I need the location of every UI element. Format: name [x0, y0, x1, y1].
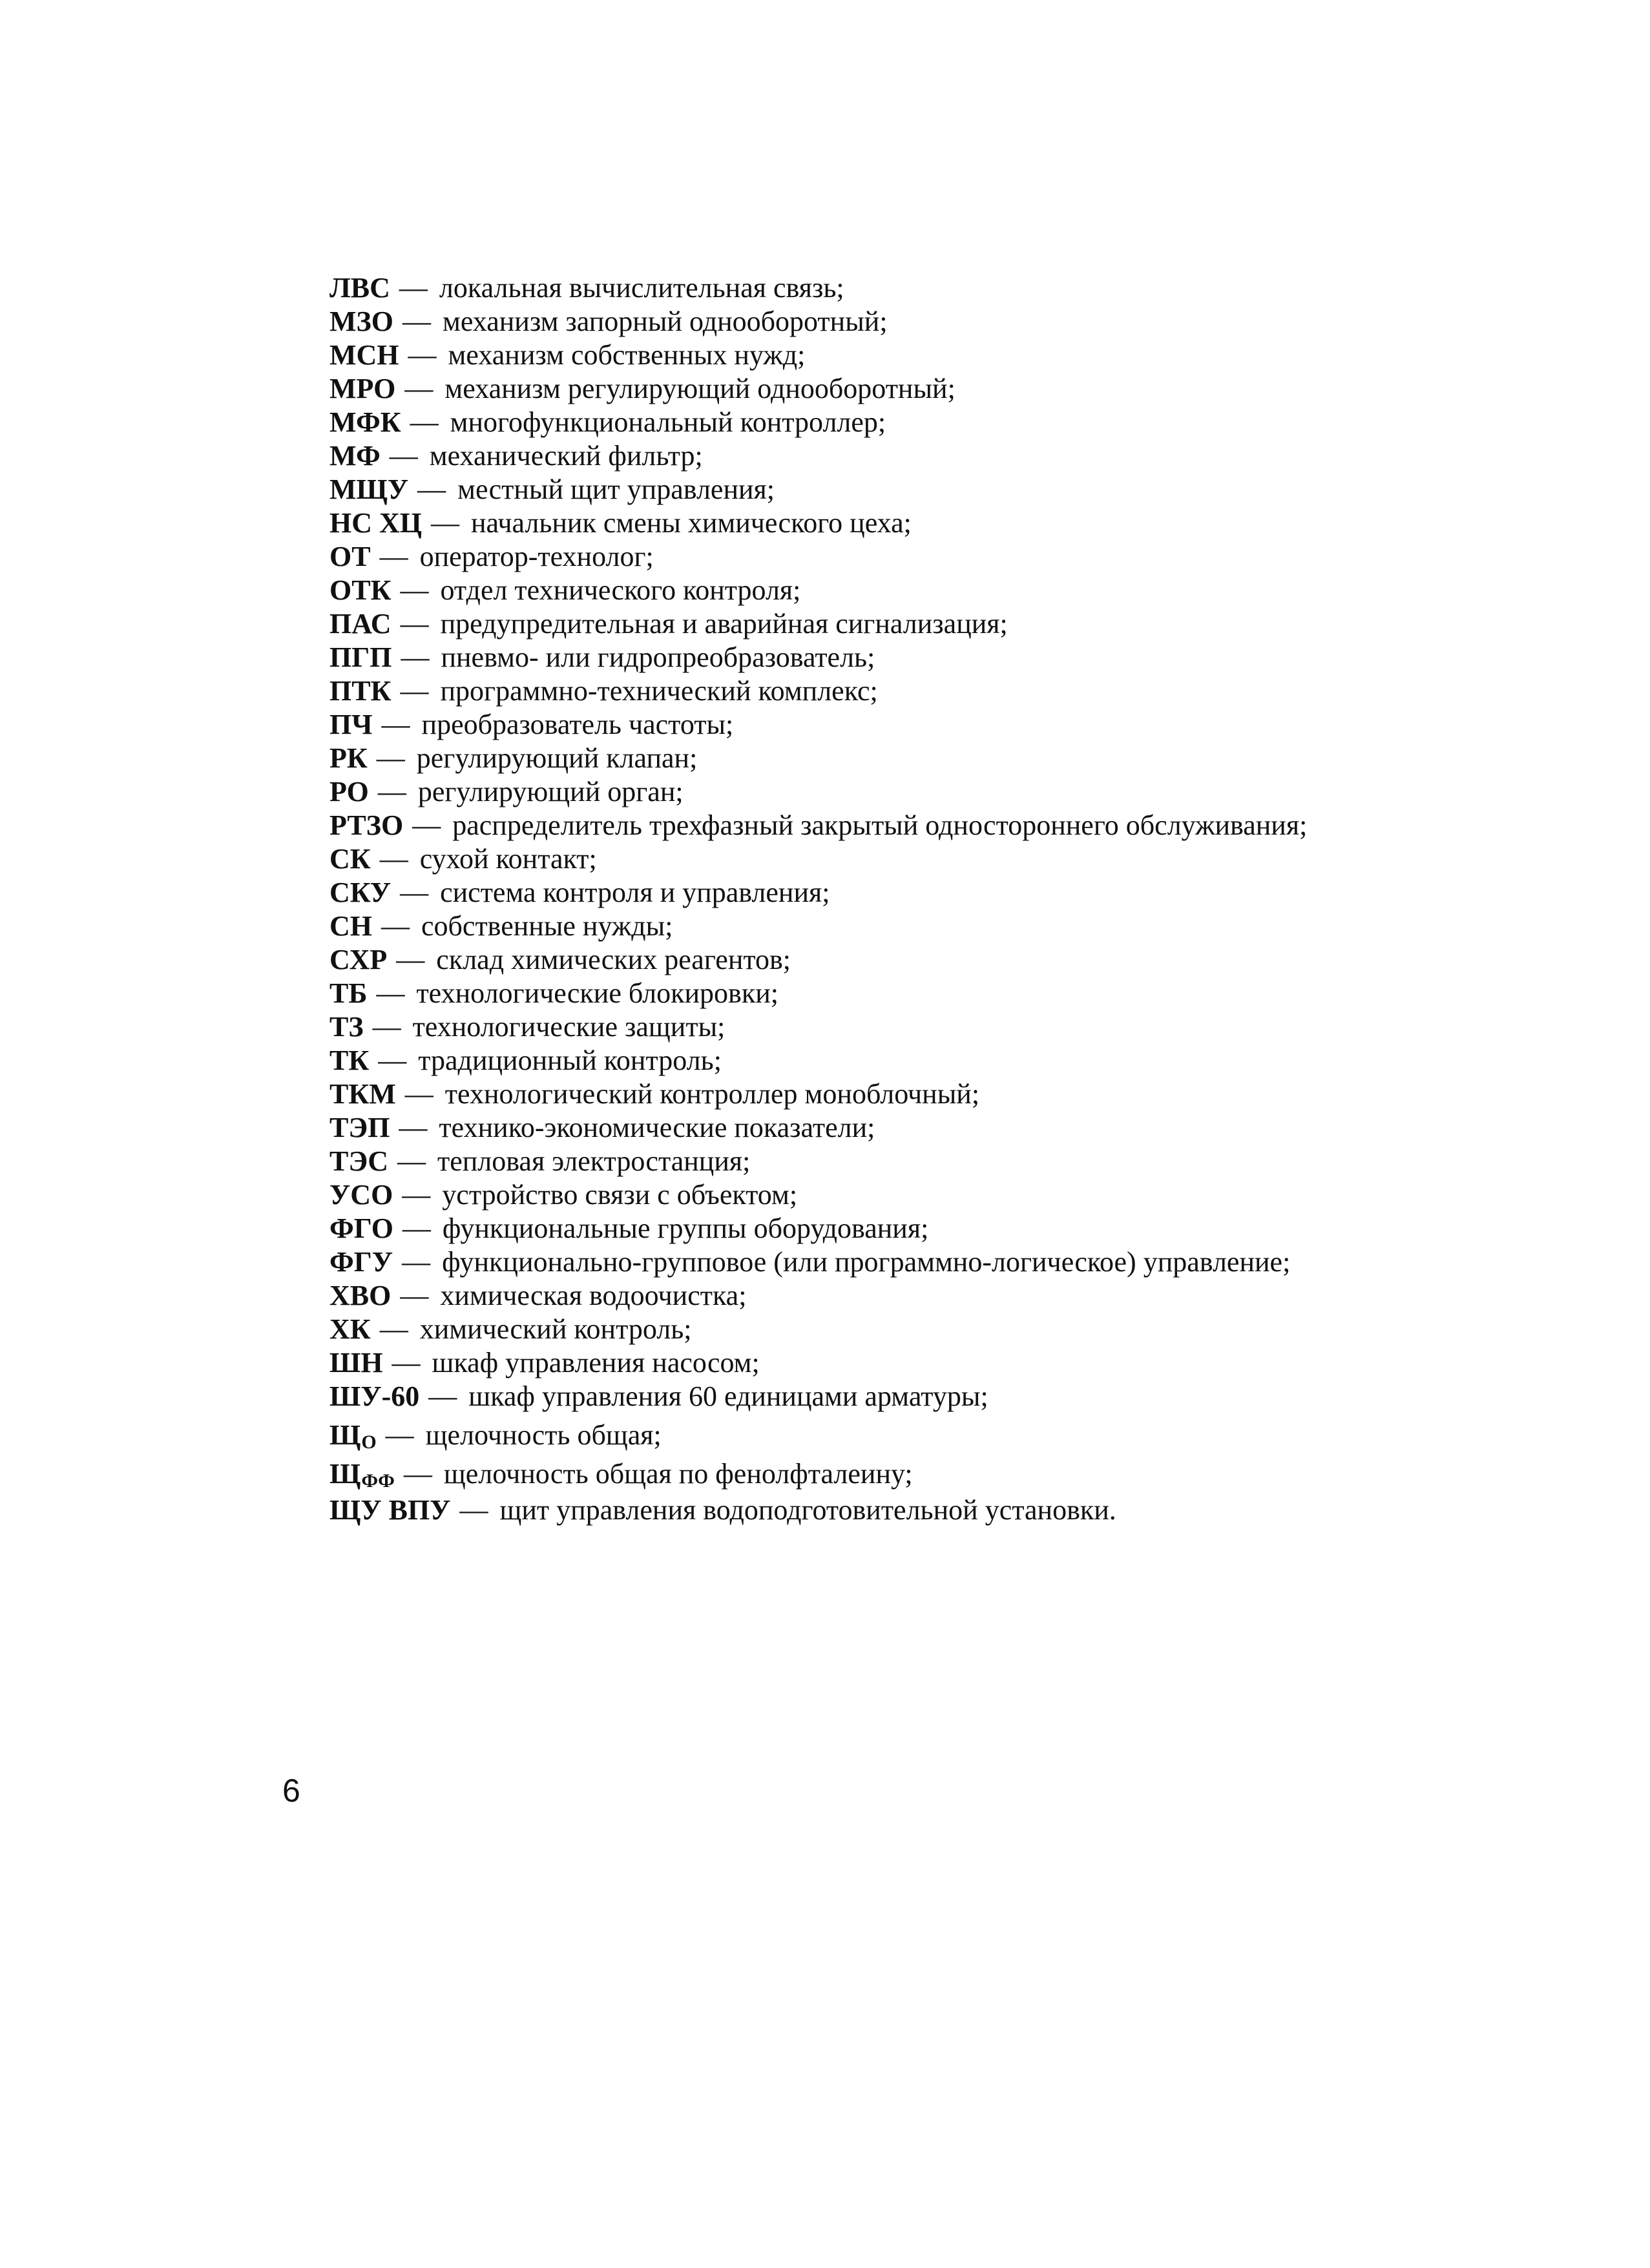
abbreviation-entry	[329, 506, 1363, 540]
em-dash-separator: —	[400, 608, 429, 640]
abbreviation-definition: начальник смены химического цеха;	[471, 507, 912, 539]
em-dash-separator: —	[431, 507, 459, 539]
abbreviation-term: СХР	[329, 944, 388, 975]
abbreviation-term: РО	[329, 776, 369, 807]
abbreviation-term: ОТ	[329, 541, 371, 572]
abbreviation-definition: преобразователь частоты;	[421, 709, 734, 740]
abbreviation-term: МЗО	[329, 306, 393, 337]
abbreviation-term: ТЭС	[329, 1145, 388, 1177]
abbreviation-entry	[329, 943, 1363, 977]
abbreviation-entry	[329, 1010, 1363, 1044]
abbreviation-term: ПАС	[329, 608, 392, 640]
abbreviation-entry	[329, 607, 1363, 641]
abbreviation-term: МЩУ	[329, 473, 409, 505]
abbreviation-definition: щелочность общая по фенолфталеину;	[443, 1458, 913, 1490]
abbreviation-definition: многофункциональный контроллер;	[450, 406, 886, 438]
abbreviation-definition: пневмо- или гидропреобразователь;	[441, 641, 875, 673]
abbreviation-term: ШУ-60	[329, 1380, 420, 1412]
abbreviation-entry	[329, 1380, 1363, 1413]
abbreviation-entry	[329, 674, 1363, 708]
abbreviation-term: ТК	[329, 1045, 370, 1076]
em-dash-separator: —	[389, 440, 418, 472]
abbreviation-term: МФ	[329, 440, 381, 472]
abbreviation-term: РК	[329, 742, 368, 774]
em-dash-separator: —	[402, 1179, 431, 1211]
abbreviation-entry	[329, 708, 1363, 742]
abbreviation-term: ФГО	[329, 1212, 393, 1244]
abbreviation-definition: механический фильтр;	[429, 440, 703, 472]
em-dash-separator: —	[410, 406, 439, 438]
abbreviation-entry	[329, 977, 1363, 1010]
abbreviation-definition: сухой контакт;	[419, 843, 597, 875]
abbreviation-entry	[329, 574, 1363, 607]
abbreviation-entry	[329, 1178, 1363, 1212]
abbreviation-entry	[329, 1245, 1363, 1279]
em-dash-separator: —	[379, 1313, 408, 1345]
abbreviation-term: ОТК	[329, 574, 392, 606]
em-dash-separator: —	[396, 944, 425, 975]
abbreviation-entry	[329, 1419, 1363, 1452]
em-dash-separator: —	[376, 977, 405, 1009]
abbreviation-term: ШН	[329, 1347, 383, 1378]
em-dash-separator: —	[417, 473, 446, 505]
abbreviation-term: УСО	[329, 1179, 393, 1211]
abbreviation-term: РТЗО	[329, 809, 404, 841]
abbreviation-entry	[329, 1457, 1363, 1491]
abbreviation-definition: локальная вычислительная связь;	[439, 272, 844, 304]
em-dash-separator: —	[428, 1380, 457, 1412]
abbreviation-definition: отдел технического контроля;	[440, 574, 801, 606]
abbreviation-term: СК	[329, 843, 371, 875]
abbreviation-subscript: О	[361, 1431, 377, 1453]
abbreviation-term: ТЗ	[329, 1011, 364, 1043]
abbreviation-entry	[329, 910, 1363, 943]
abbreviation-term: ХК	[329, 1313, 371, 1345]
em-dash-separator: —	[399, 272, 428, 304]
em-dash-separator: —	[379, 541, 408, 572]
abbreviation-term: МРО	[329, 373, 396, 404]
abbreviation-term: СКУ	[329, 877, 392, 908]
em-dash-separator: —	[459, 1494, 488, 1526]
abbreviation-definition: собственные нужды;	[421, 910, 673, 942]
abbreviation-definition: механизм собственных нужд;	[448, 339, 806, 371]
abbreviation-entry	[329, 1346, 1363, 1380]
abbreviation-entry	[329, 406, 1363, 439]
abbreviation-definition: оператор-технолог;	[419, 541, 654, 572]
em-dash-separator: —	[401, 641, 430, 673]
em-dash-separator: —	[376, 742, 405, 774]
page-number: 6	[282, 1773, 300, 1809]
abbreviation-entry	[329, 1212, 1363, 1245]
abbreviation-entry	[329, 439, 1363, 473]
abbreviation-term: МФК	[329, 406, 401, 438]
em-dash-separator: —	[399, 1112, 428, 1143]
em-dash-separator: —	[404, 373, 433, 404]
abbreviation-definition: традиционный контроль;	[418, 1045, 722, 1076]
abbreviation-entry	[329, 1077, 1363, 1111]
em-dash-separator: —	[402, 306, 431, 337]
abbreviation-term: ПЧ	[329, 709, 373, 740]
em-dash-separator: —	[378, 1045, 407, 1076]
abbreviation-term: ЩУ ВПУ	[329, 1494, 451, 1526]
abbreviation-definition: регулирующий орган;	[417, 776, 684, 807]
em-dash-separator: —	[412, 809, 441, 841]
abbreviation-entry	[329, 742, 1363, 775]
em-dash-separator: —	[379, 843, 408, 875]
abbreviation-definition: щит управления водоподготовительной установки.	[499, 1494, 1116, 1526]
abbreviation-entry	[329, 641, 1363, 674]
abbreviation-term: ПТК	[329, 675, 392, 707]
abbreviation-definition: механизм регулирующий однооборотный;	[444, 373, 956, 404]
abbreviation-entry	[329, 1145, 1363, 1178]
abbreviation-definition: химический контроль;	[419, 1313, 692, 1345]
em-dash-separator: —	[404, 1078, 433, 1110]
abbreviation-term: ТКМ	[329, 1078, 396, 1110]
em-dash-separator: —	[392, 1347, 421, 1378]
abbreviation-definition: механизм запорный однооборотный;	[442, 306, 888, 337]
abbreviation-entry	[329, 540, 1363, 574]
em-dash-separator: —	[397, 1145, 426, 1177]
em-dash-separator: —	[402, 1212, 431, 1244]
abbreviation-definition: местный щит управления;	[457, 473, 775, 505]
abbreviation-term: $Щ_О$	[329, 1419, 377, 1453]
em-dash-separator: —	[402, 1246, 431, 1278]
abbreviation-term: ТЭП	[329, 1112, 390, 1143]
abbreviation-entry	[329, 876, 1363, 910]
abbreviation-definition: программно-технический комплекс;	[440, 675, 878, 707]
abbreviation-entry	[329, 338, 1363, 372]
em-dash-separator: —	[400, 675, 429, 707]
abbreviation-entry	[329, 775, 1363, 809]
abbreviation-definition: регулирующий клапан;	[416, 742, 698, 774]
abbreviation-definition: химическая водоочистка;	[440, 1280, 747, 1311]
abbreviation-entry	[329, 842, 1363, 876]
abbreviation-term: ПГП	[329, 641, 392, 673]
abbreviation-entry	[329, 1111, 1363, 1145]
abbreviation-term: ФГУ	[329, 1246, 393, 1278]
em-dash-separator: —	[408, 339, 437, 371]
abbreviation-definition: технологический контроллер моноблочный;	[444, 1078, 980, 1110]
abbreviation-definition: распределитель трехфазный закрытый одностороннего обслуживания;	[452, 809, 1308, 841]
abbreviation-entry	[329, 809, 1363, 842]
abbreviation-entry	[329, 1044, 1363, 1077]
abbreviation-entry	[329, 1279, 1363, 1313]
em-dash-separator: —	[372, 1011, 401, 1043]
abbreviation-term: МСН	[329, 339, 399, 371]
abbreviation-definition: склад химических реагентов;	[436, 944, 791, 975]
abbreviation-definition: шкаф управления насосом;	[432, 1347, 760, 1378]
em-dash-separator: —	[400, 877, 429, 908]
abbreviation-entry	[329, 372, 1363, 406]
abbreviation-definition: щелочность общая;	[425, 1419, 662, 1451]
abbreviation-definition: функциональные группы оборудования;	[442, 1212, 929, 1244]
em-dash-separator: —	[381, 709, 410, 740]
abbreviation-definition: шкаф управления 60 единицами арматуры;	[468, 1380, 988, 1412]
abbreviation-entry	[329, 305, 1363, 338]
abbreviation-term: ЛВС	[329, 272, 390, 304]
abbreviation-subscript: ФФ	[361, 1470, 395, 1492]
em-dash-separator: —	[385, 1419, 414, 1451]
em-dash-separator: —	[377, 776, 406, 807]
abbreviation-entry	[329, 271, 1363, 305]
em-dash-separator: —	[403, 1458, 432, 1490]
abbreviation-definition: технико-экономические показатели;	[439, 1112, 875, 1143]
abbreviation-definition: система контроля и управления;	[440, 877, 830, 908]
abbreviation-definition: функционально-групповое (или программно-логическое) управление;	[442, 1246, 1291, 1278]
abbreviation-term: $Щ_{ФФ}$	[329, 1458, 395, 1492]
em-dash-separator: —	[381, 910, 410, 942]
abbreviation-term: СН	[329, 910, 372, 942]
abbreviation-entry	[329, 1493, 1363, 1527]
abbreviation-term: ТБ	[329, 977, 368, 1009]
abbreviation-entry	[329, 1313, 1363, 1346]
em-dash-separator: —	[400, 574, 429, 606]
abbreviation-entry	[329, 473, 1363, 506]
em-dash-separator: —	[400, 1280, 429, 1311]
abbreviation-term: ХВО	[329, 1280, 392, 1311]
abbreviation-definition: технологические защиты;	[412, 1011, 726, 1043]
abbreviation-term: НС ХЦ	[329, 507, 422, 539]
abbreviation-definition: тепловая электростанция;	[437, 1145, 751, 1177]
abbreviation-definition: предупредительная и аварийная сигнализация;	[440, 608, 1008, 640]
abbreviation-list	[329, 271, 1363, 1527]
abbreviation-definition: устройство связи с объектом;	[442, 1179, 798, 1211]
abbreviation-definition: технологические блокировки;	[416, 977, 778, 1009]
